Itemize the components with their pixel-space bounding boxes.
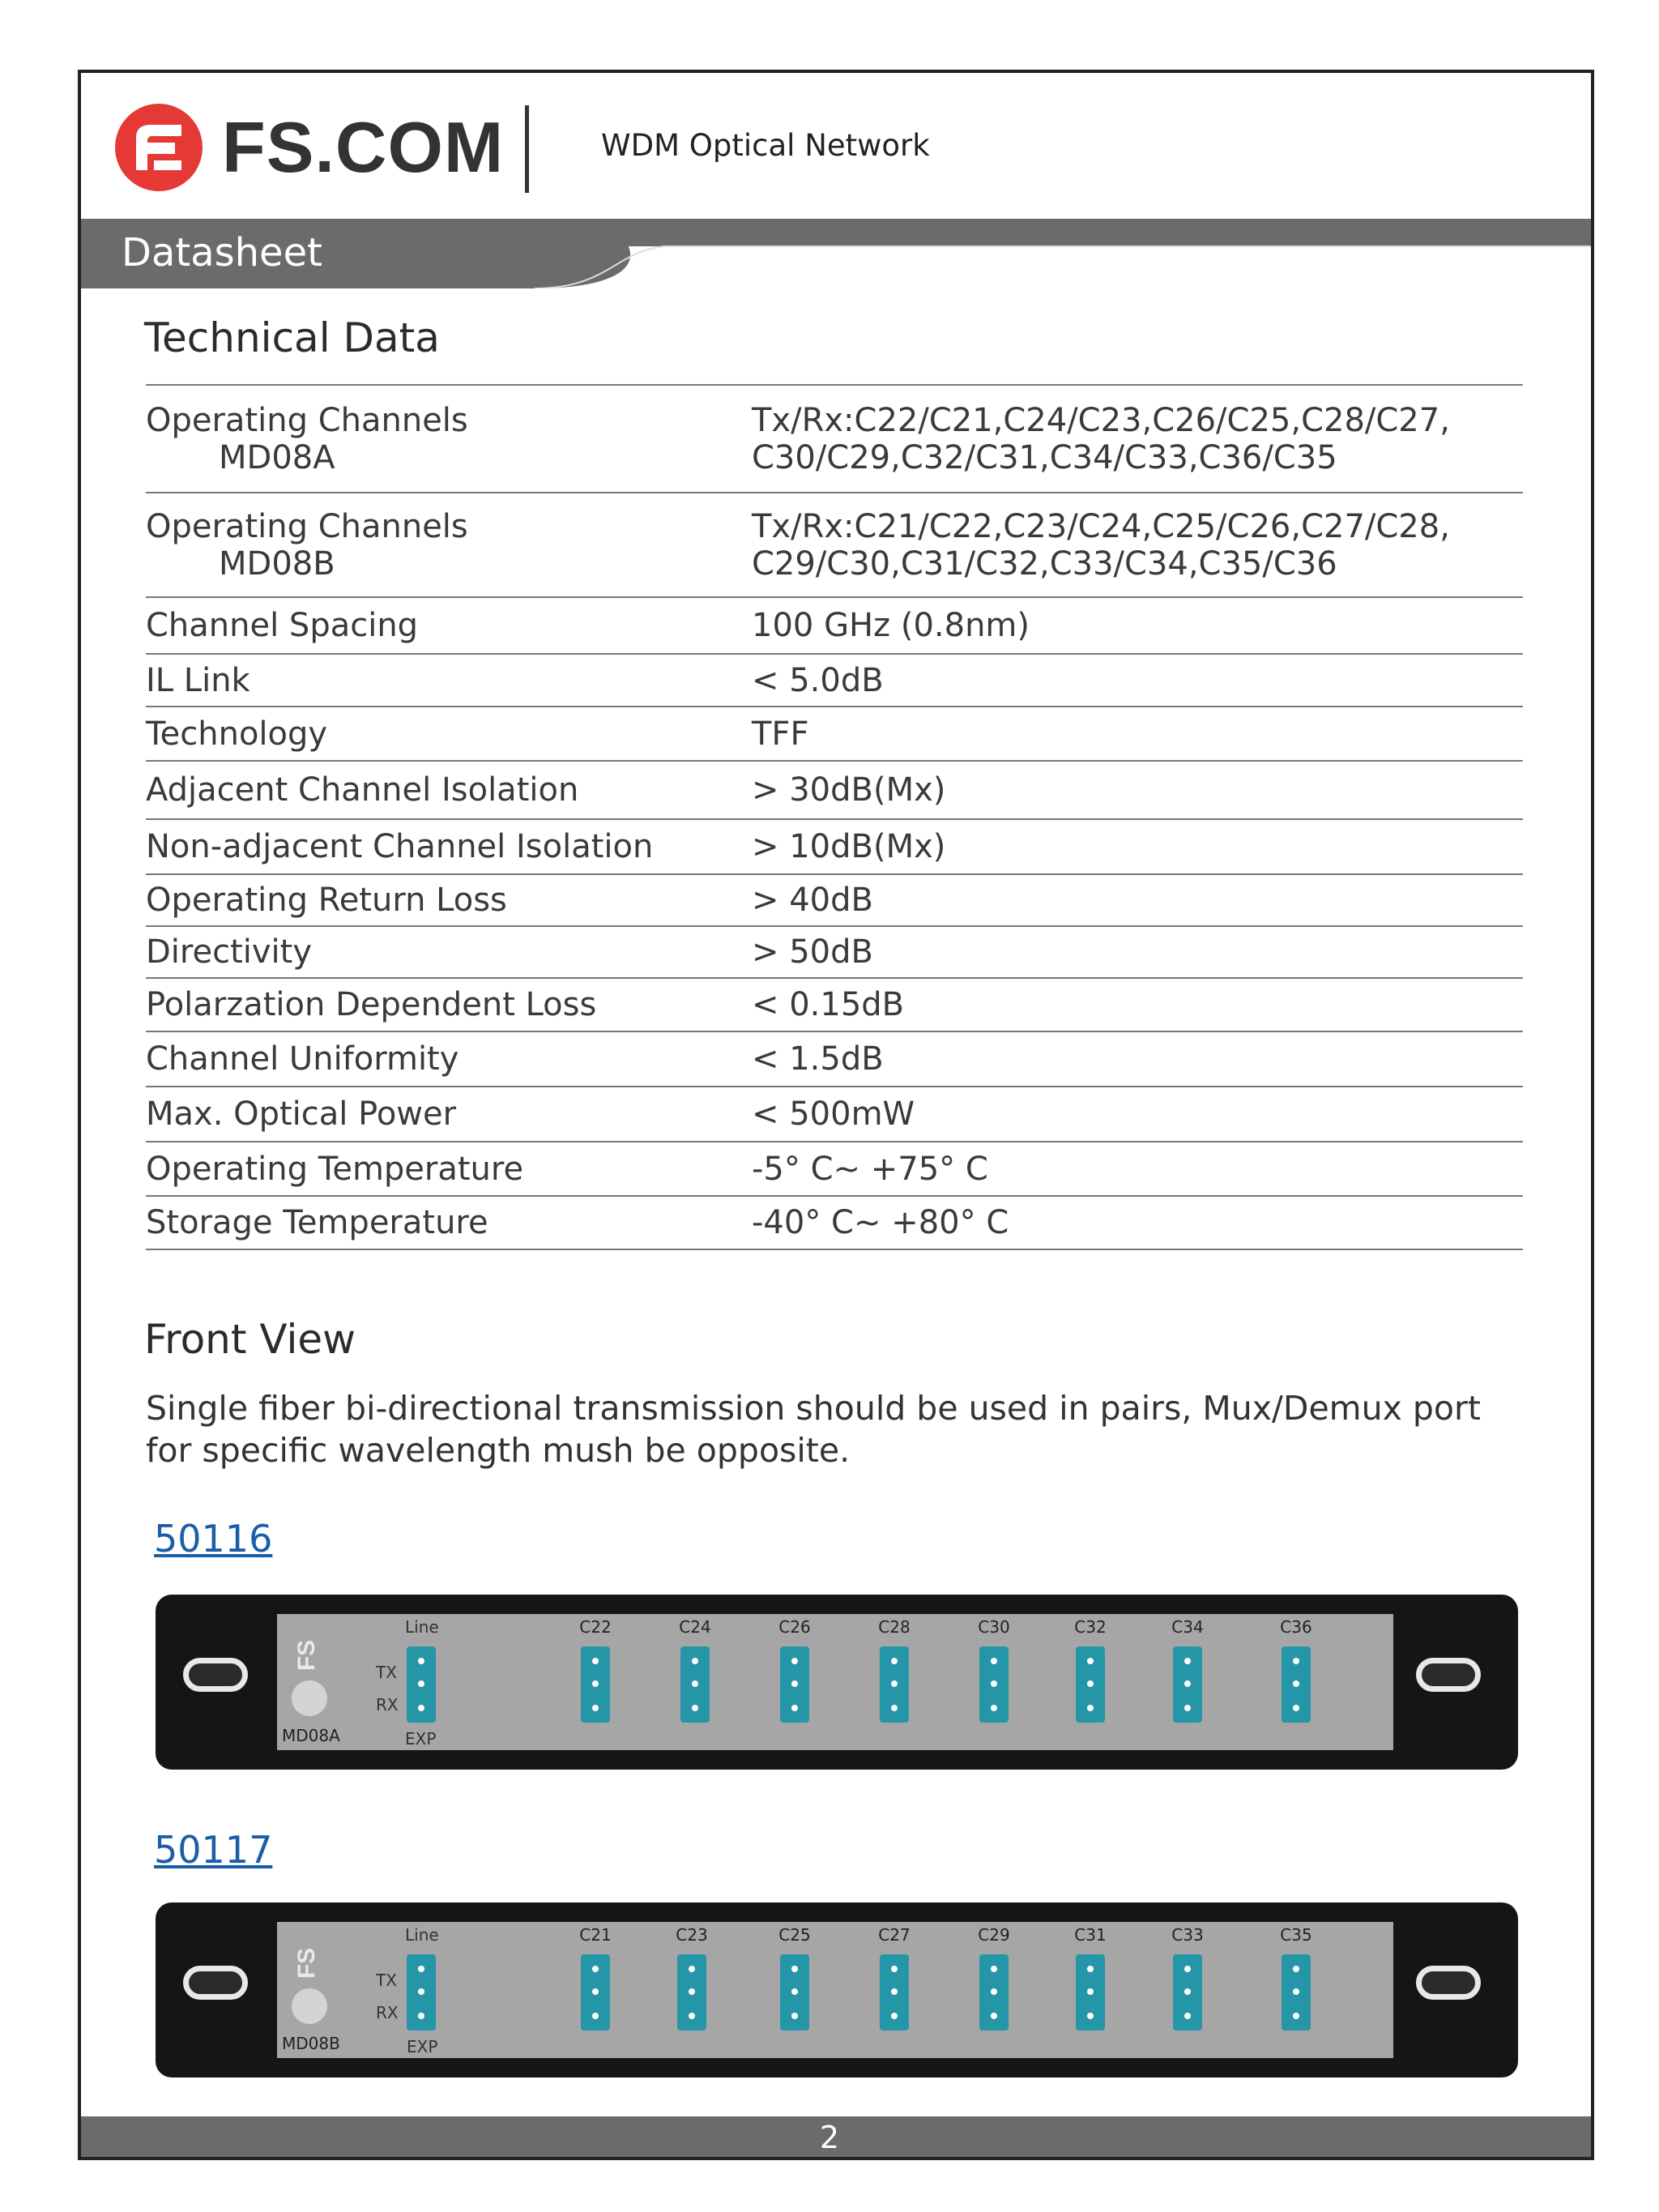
spec-label: Operating Channels MD08A [146, 401, 468, 476]
channel-label: C21 [579, 1925, 612, 1945]
channel-label: C25 [778, 1925, 811, 1945]
spec-value: -40° C~ +80° C [752, 1204, 1009, 1241]
fs-face-logo: FS [293, 1947, 321, 1979]
panel-md08a [156, 1595, 1518, 1770]
panel-handle-right [1416, 1966, 1481, 2000]
panel-face [277, 1614, 1393, 1750]
spec-value: Tx/Rx:C22/C21,C24/C23,C26/C25,C28/C27, C30/C29,C32/C31,C34/C33,C36/C35 [752, 401, 1450, 476]
spec-value: -5° C~ +75° C [752, 1150, 988, 1188]
channel-label: C23 [676, 1925, 708, 1945]
fs-face-logo: FS [293, 1639, 321, 1672]
channel-label: C28 [878, 1617, 911, 1637]
channel-label: C33 [1171, 1925, 1204, 1945]
band-title: Datasheet [122, 230, 322, 275]
channel-port[interactable] [780, 1954, 809, 2031]
fs-face-logo-icon [292, 1988, 327, 2024]
header-subtitle: WDM Optical Network [601, 128, 930, 163]
channel-port[interactable] [680, 1646, 710, 1723]
fs-face-logo-icon [292, 1680, 327, 1716]
spec-value: < 5.0dB [752, 661, 884, 699]
channel-port[interactable] [1282, 1646, 1311, 1723]
spec-label: Channel Spacing [146, 607, 419, 644]
front-view-description: Single fiber bi-directional transmission should be used in pairs, Mux/Demux port for specific wavelength mush be opposite. [146, 1389, 1481, 1470]
header-divider [525, 105, 529, 193]
spec-row [146, 386, 1523, 493]
spec-label: Directivity [146, 933, 313, 971]
panel-md08b [156, 1902, 1518, 2077]
channel-port[interactable] [880, 1646, 909, 1723]
channel-label: C22 [579, 1617, 612, 1637]
channel-label: C32 [1074, 1617, 1107, 1637]
spec-label: Non-adjacent Channel Isolation [146, 828, 654, 865]
spec-value: < 500mW [752, 1095, 915, 1133]
line-label: Line [405, 1617, 439, 1637]
fs-logo [113, 102, 504, 193]
spec-row [146, 707, 1523, 762]
tx-label: TX [376, 1663, 397, 1682]
channel-port[interactable] [1173, 1954, 1202, 2031]
spec-value: < 0.15dB [752, 986, 905, 1023]
channel-port[interactable] [1173, 1646, 1202, 1723]
spec-row [146, 979, 1523, 1032]
channel-port[interactable] [581, 1646, 610, 1723]
spec-value: < 1.5dB [752, 1040, 884, 1078]
spec-row [146, 875, 1523, 927]
spec-label: Operating Temperature [146, 1150, 524, 1188]
spec-value: 100 GHz (0.8nm) [752, 607, 1030, 644]
exp-label: EXP [405, 1729, 437, 1749]
spec-row [146, 927, 1523, 979]
spec-row [146, 1142, 1523, 1197]
fs-logo-icon [113, 102, 204, 193]
channel-label: C31 [1074, 1925, 1107, 1945]
front-view-title: Front View [144, 1316, 356, 1363]
spec-row [146, 1197, 1523, 1250]
tx-label: TX [376, 1971, 397, 1990]
spec-label: Technology [146, 715, 328, 753]
panel-handle-right [1416, 1658, 1481, 1692]
spec-row [146, 1032, 1523, 1087]
panel-face [277, 1922, 1393, 2058]
spec-label: Operating Channels MD08B [146, 507, 468, 583]
channel-port[interactable] [1076, 1646, 1105, 1723]
channel-label: C29 [978, 1925, 1010, 1945]
channel-port[interactable] [677, 1954, 706, 2031]
channel-port[interactable] [979, 1646, 1009, 1723]
spec-row [146, 762, 1523, 820]
line-port[interactable] [407, 1646, 436, 1723]
spec-label: Polarzation Dependent Loss [146, 986, 597, 1023]
spec-value: TFF [752, 715, 809, 753]
spec-label: IL Link [146, 661, 250, 699]
channel-port[interactable] [1076, 1954, 1105, 2031]
spec-value: > 10dB(Mx) [752, 828, 946, 865]
channel-label: C36 [1280, 1617, 1312, 1637]
spec-row [146, 820, 1523, 875]
spec-label: Max. Optical Power [146, 1095, 457, 1133]
spec-label: Channel Uniformity [146, 1040, 459, 1078]
channel-label: C27 [878, 1925, 911, 1945]
channel-port[interactable] [1282, 1954, 1311, 2031]
spec-value: Tx/Rx:C21/C22,C23/C24,C25/C26,C27/C28, C29/C30,C31/C32,C33/C34,C35/C36 [752, 507, 1450, 583]
channel-port[interactable] [979, 1954, 1009, 2031]
spec-label: Adjacent Channel Isolation [146, 771, 579, 809]
spec-label: Storage Temperature [146, 1204, 488, 1241]
page-number: 2 [819, 2120, 840, 2155]
rx-label: RX [376, 2003, 399, 2022]
spec-value: > 30dB(Mx) [752, 771, 946, 809]
channel-port[interactable] [780, 1646, 809, 1723]
technical-data-title: Technical Data [144, 314, 440, 361]
channel-label: C30 [978, 1617, 1010, 1637]
channel-port[interactable] [581, 1954, 610, 2031]
spec-row [146, 655, 1523, 707]
channel-label: C34 [1171, 1617, 1204, 1637]
model-link-50116[interactable]: 50116 [154, 1517, 273, 1561]
spec-value: > 50dB [752, 933, 873, 971]
spec-row [146, 493, 1523, 598]
rx-label: RX [376, 1695, 399, 1715]
line-port[interactable] [407, 1954, 436, 2031]
exp-label: EXP [407, 2037, 438, 2056]
panel-model: MD08A [282, 1726, 340, 1745]
model-link-50117[interactable]: 50117 [154, 1828, 273, 1872]
panel-model: MD08B [282, 2034, 340, 2053]
channel-label: C35 [1280, 1925, 1312, 1945]
channel-port[interactable] [880, 1954, 909, 2031]
channel-label: C26 [778, 1617, 811, 1637]
panel-handle-left [183, 1658, 248, 1692]
spec-label: Operating Return Loss [146, 882, 507, 919]
panel-handle-left [183, 1966, 248, 2000]
spec-row [146, 598, 1523, 655]
channel-label: C24 [679, 1617, 711, 1637]
spec-value: > 40dB [752, 882, 873, 919]
spec-table [146, 384, 1523, 1250]
spec-row [146, 1087, 1523, 1142]
line-label: Line [405, 1925, 439, 1945]
logo-text: FS.COM [222, 107, 505, 187]
